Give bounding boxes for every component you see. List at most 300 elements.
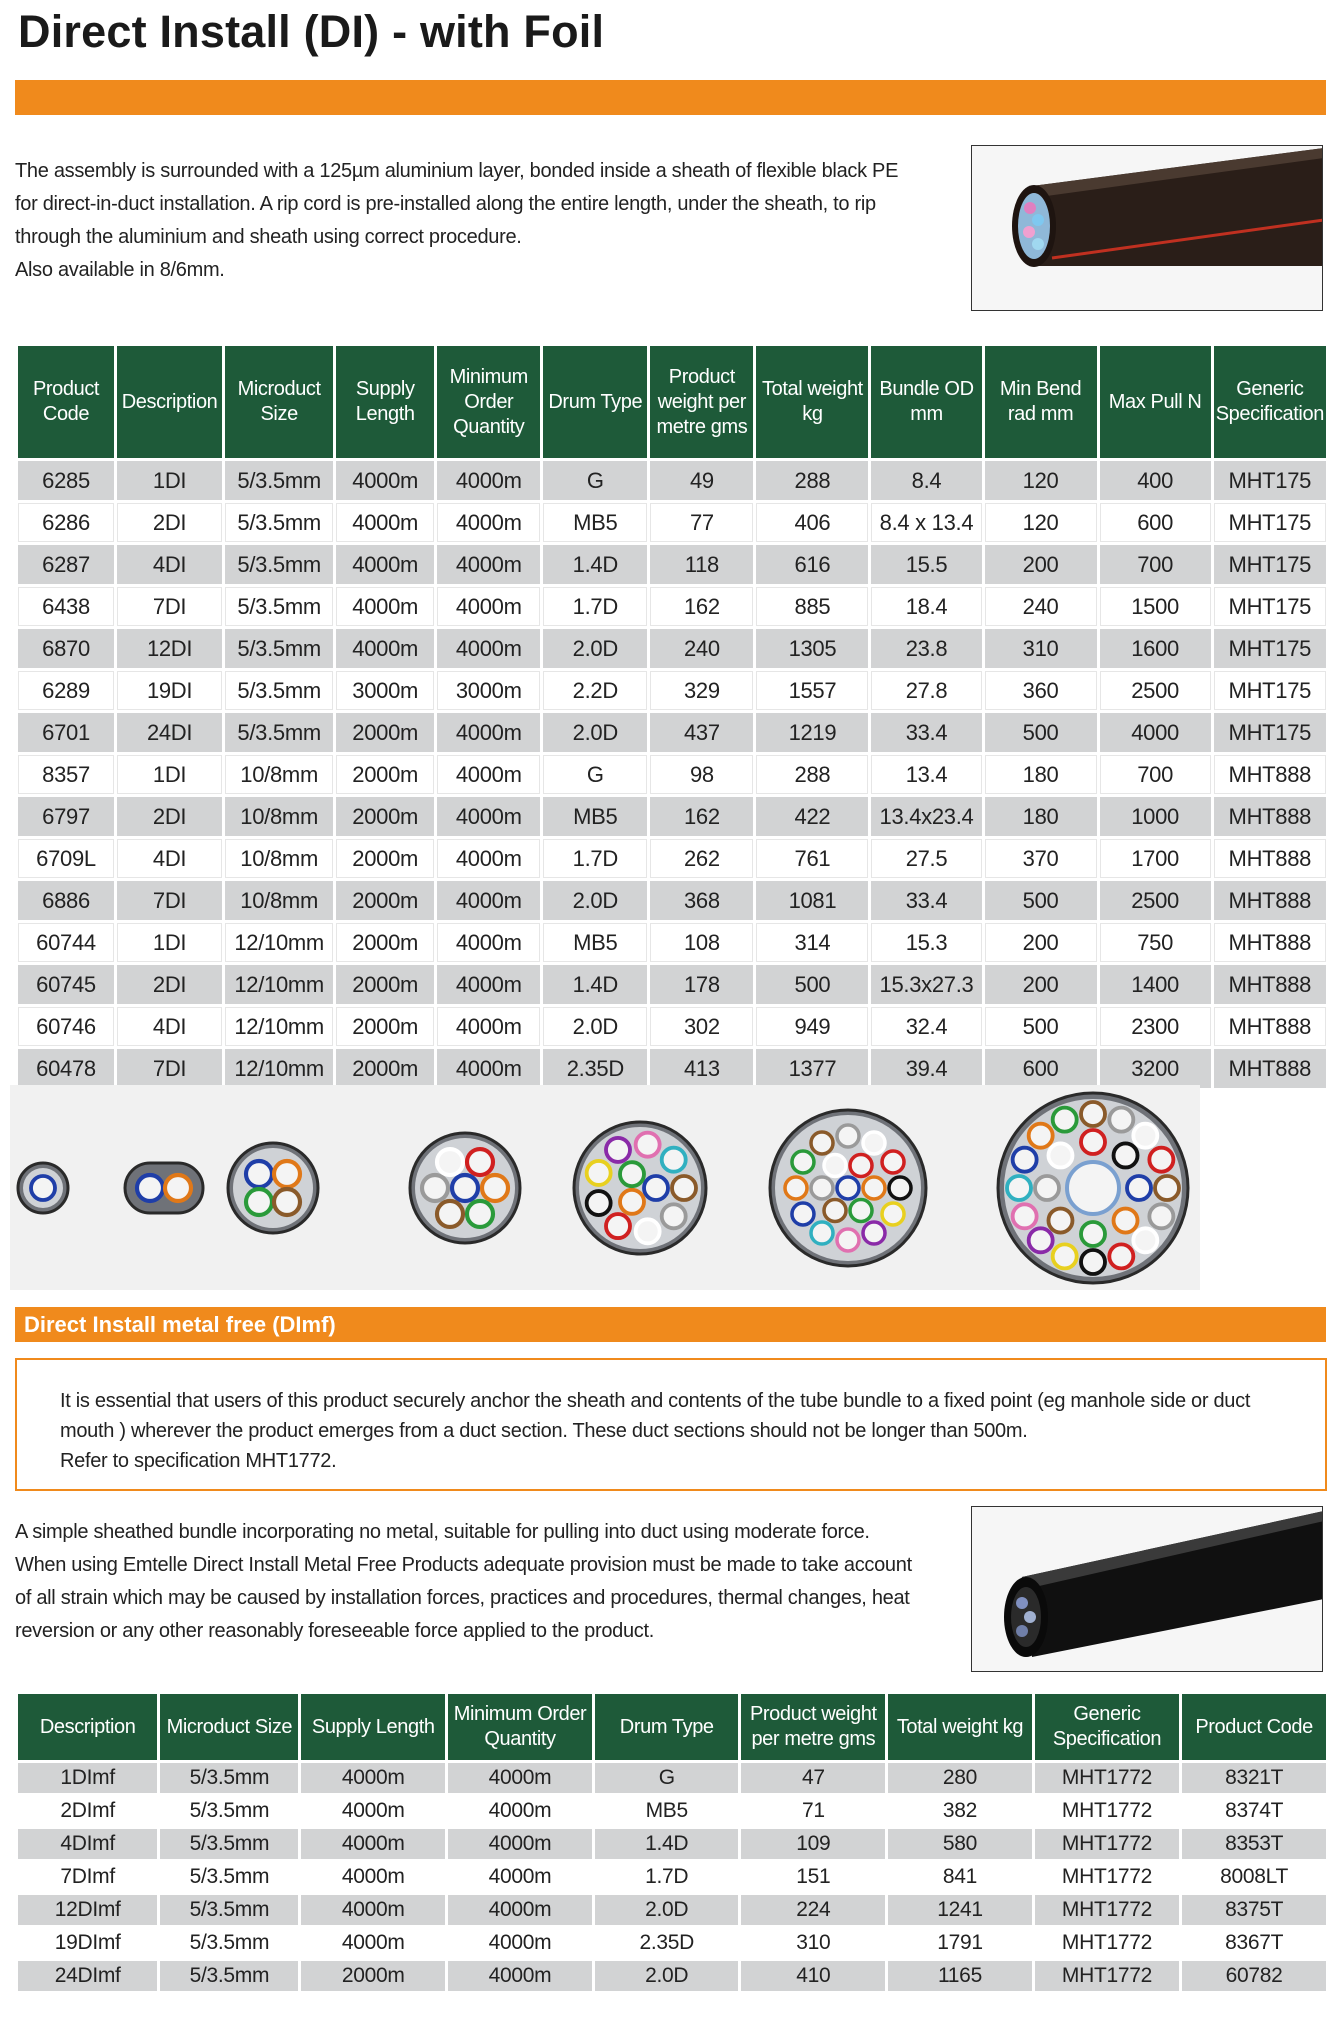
table-cell: 13.4 (871, 755, 981, 794)
table-cell: 1081 (756, 881, 868, 920)
table-cell: 4000m (448, 1763, 592, 1793)
table-cell: 329 (650, 671, 753, 710)
table-cell: 1.4D (543, 545, 647, 584)
col-generic-specification: Generic Specification (1214, 346, 1326, 458)
table-cell: 841 (888, 1862, 1032, 1892)
table-cell: 4000 (1100, 713, 1211, 752)
table-cell: 60746 (18, 1007, 114, 1046)
table-cell: 750 (1100, 923, 1211, 962)
table-cell: 314 (756, 923, 868, 962)
table-cell: 310 (985, 629, 1097, 668)
dimf-cable-photo (971, 1506, 1323, 1672)
table-cell: 5/3.5mm (225, 545, 333, 584)
table-cell: 2000m (336, 755, 434, 794)
table-cell: 4000m (437, 587, 540, 626)
table-cell: 5/3.5mm (160, 1763, 298, 1793)
table-cell: 200 (985, 923, 1097, 962)
table-cell: 60745 (18, 965, 114, 1004)
table-cell: 368 (650, 881, 753, 920)
table-cell: 23.8 (871, 629, 981, 668)
table-cell: 4000m (437, 755, 540, 794)
table-cell: 370 (985, 839, 1097, 878)
table-cell: 410 (741, 1961, 885, 1991)
table-cell: 4DI (117, 839, 222, 878)
table-row (18, 839, 1326, 878)
table-cell: 5/3.5mm (160, 1895, 298, 1925)
table-cell: 580 (888, 1829, 1032, 1859)
table-cell: 8.4 (871, 461, 981, 500)
table-cell: 5/3.5mm (160, 1928, 298, 1958)
table-cell: MHT175 (1214, 587, 1326, 626)
table-cell: 4000m (437, 965, 540, 1004)
table-row (18, 587, 1326, 626)
table-cell: 360 (985, 671, 1097, 710)
table-cell: 15.3 (871, 923, 981, 962)
table-row (18, 1796, 1326, 1826)
di-foil-product-table (15, 343, 1329, 1091)
notice-line: mouth ) wherever the product emerges from a duct section. These duct sections should not be longer than 500m. (60, 1420, 1028, 1442)
table-cell: 2.0D (543, 713, 647, 752)
table-cell: 4000m (336, 461, 434, 500)
table-cell: MHT888 (1214, 755, 1326, 794)
table-row (18, 965, 1326, 1004)
table-cell: 240 (985, 587, 1097, 626)
table-cell: 949 (756, 1007, 868, 1046)
table-cell: MHT888 (1214, 1049, 1326, 1088)
table-cell: 1000 (1100, 797, 1211, 836)
table-cell: MHT1772 (1035, 1796, 1179, 1826)
table-cell: MHT175 (1214, 503, 1326, 542)
table-cell: 2000m (336, 881, 434, 920)
table-cell: MHT1772 (1035, 1961, 1179, 1991)
table-row (18, 1895, 1326, 1925)
table-cell: MHT1772 (1035, 1829, 1179, 1859)
col-product-code: Product Code (1182, 1694, 1326, 1760)
col-generic-specification: Generic Specification (1035, 1694, 1179, 1760)
intro-line: The assembly is surrounded with a 125µm aluminium layer, bonded inside a sheath of flexible black PE (15, 160, 899, 182)
table-cell: 2.0D (543, 1007, 647, 1046)
table-cell: 10/8mm (225, 797, 333, 836)
col-product-weight: Product weight per metre gms (650, 346, 753, 458)
table-cell: 1600 (1100, 629, 1211, 668)
table-cell: 4000m (437, 881, 540, 920)
table-cell: 1557 (756, 671, 868, 710)
table-cell: 437 (650, 713, 753, 752)
table-cell: 15.3x27.3 (871, 965, 981, 1004)
table-cell: 1DI (117, 461, 222, 500)
table-cell: 4000m (437, 629, 540, 668)
table-cell: 6287 (18, 545, 114, 584)
col-supply-length: Supply Length (301, 1694, 445, 1760)
table-cell: 600 (1100, 503, 1211, 542)
col-minimum-order-quantity: Minimum Order Quantity (437, 346, 540, 458)
table-cell: 240 (650, 629, 753, 668)
table-cell: 4000m (448, 1796, 592, 1826)
table-cell: 3000m (437, 671, 540, 710)
table-cell: MHT888 (1214, 1007, 1326, 1046)
table-cell: 4000m (437, 839, 540, 878)
col-bundle-od: Bundle OD mm (871, 346, 981, 458)
table-cell: 2000m (336, 965, 434, 1004)
table-cell: G (543, 461, 647, 500)
col-total-weight: Total weight kg (756, 346, 868, 458)
table-row (18, 1007, 1326, 1046)
table-cell: 6709L (18, 839, 114, 878)
table-cell: 98 (650, 755, 753, 794)
table-cell: MHT888 (1214, 881, 1326, 920)
table-cell: 12/10mm (225, 1007, 333, 1046)
table-cell: 33.4 (871, 881, 981, 920)
table-row (18, 503, 1326, 542)
table-cell: 6870 (18, 629, 114, 668)
table-cell: 162 (650, 587, 753, 626)
table-row (18, 713, 1326, 752)
table-cell: 616 (756, 545, 868, 584)
table-cell: 4000m (437, 797, 540, 836)
table-cell: 4000m (301, 1796, 445, 1826)
table-cell: 2DI (117, 503, 222, 542)
notice-line: Refer to specification MHT1772. (60, 1450, 337, 1472)
table-cell: 2DImf (18, 1796, 157, 1826)
table-cell: MHT1772 (1035, 1862, 1179, 1892)
table-cell: 8.4 x 13.4 (871, 503, 981, 542)
table-cell: 2500 (1100, 671, 1211, 710)
table-cell: 5/3.5mm (225, 671, 333, 710)
table-cell: 24DImf (18, 1961, 157, 1991)
table-cell: 5/3.5mm (225, 503, 333, 542)
col-supply-length: Supply Length (336, 346, 434, 458)
col-max-pull: Max Pull N (1100, 346, 1211, 458)
table-cell: 4000m (448, 1862, 592, 1892)
table-cell: 1DI (117, 923, 222, 962)
table-cell: 280 (888, 1763, 1032, 1793)
table-cell: 1219 (756, 713, 868, 752)
table-cell: 885 (756, 587, 868, 626)
table-cell: 12/10mm (225, 923, 333, 962)
table-cell: 2000m (301, 1961, 445, 1991)
table-cell: 2.0D (543, 629, 647, 668)
intro-line: through the aluminium and sheath using correct procedure. (15, 226, 522, 248)
table-cell: 33.4 (871, 713, 981, 752)
intro-text (15, 155, 955, 287)
table-cell: 4000m (336, 503, 434, 542)
table-cell: 4000m (336, 587, 434, 626)
table-cell: 4000m (448, 1829, 592, 1859)
table-cell: 1241 (888, 1895, 1032, 1925)
table-cell: 1377 (756, 1049, 868, 1088)
table-cell: 5/3.5mm (225, 629, 333, 668)
table-cell: 1791 (888, 1928, 1032, 1958)
table-cell: 4000m (437, 503, 540, 542)
table-cell: 2DI (117, 797, 222, 836)
dimf-intro-line: A simple sheathed bundle incorporating no metal, suitable for pulling into duct using moderate force. (15, 1521, 870, 1543)
table-cell: 162 (650, 797, 753, 836)
table-row (18, 1049, 1326, 1088)
table-cell: 2500 (1100, 881, 1211, 920)
table-row (18, 1829, 1326, 1859)
table-cell: 10/8mm (225, 755, 333, 794)
table-cell: 71 (741, 1796, 885, 1826)
table-cell: 15.5 (871, 545, 981, 584)
table-cell: 5/3.5mm (225, 587, 333, 626)
table-cell: 180 (985, 797, 1097, 836)
di-cable-photo (971, 145, 1323, 311)
col-product-weight: Product weight per metre gms (741, 1694, 885, 1760)
col-description: Description (18, 1694, 157, 1760)
table-cell: MHT888 (1214, 923, 1326, 962)
table-cell: 310 (741, 1928, 885, 1958)
table-cell: 32.4 (871, 1007, 981, 1046)
di-foil-table-body (18, 461, 1326, 1088)
table-row (18, 629, 1326, 668)
table-cell: MHT1772 (1035, 1895, 1179, 1925)
table-cell: 120 (985, 461, 1097, 500)
warning-notice (15, 1358, 1327, 1491)
table-cell: 178 (650, 965, 753, 1004)
table-cell: 108 (650, 923, 753, 962)
table-cell: 1165 (888, 1961, 1032, 1991)
table-cell: 500 (756, 965, 868, 1004)
table-cell: 47 (741, 1763, 885, 1793)
table-cell: 600 (985, 1049, 1097, 1088)
table-cell: 6286 (18, 503, 114, 542)
table-cell: 4000m (448, 1961, 592, 1991)
table-cell: MHT888 (1214, 797, 1326, 836)
table-cell: 5/3.5mm (225, 461, 333, 500)
table-row (18, 1763, 1326, 1793)
title-divider-bar (15, 80, 1326, 115)
table-cell: G (543, 755, 647, 794)
table-cell: 24DI (117, 713, 222, 752)
table-cell: 302 (650, 1007, 753, 1046)
table-cell: 12DI (117, 629, 222, 668)
table-row (18, 1862, 1326, 1892)
dimf-intro-line: of all strain which may be caused by installation forces, practices and procedures, thermal changes, heat (15, 1587, 910, 1609)
table-cell: 6289 (18, 671, 114, 710)
table-cell: 7DImf (18, 1862, 157, 1892)
table-cell: 2.0D (595, 1961, 738, 1991)
table-cell: 12DImf (18, 1895, 157, 1925)
table-cell: 49 (650, 461, 753, 500)
table-cell: 118 (650, 545, 753, 584)
table-cell: MHT175 (1214, 545, 1326, 584)
table-cell: 8353T (1182, 1829, 1326, 1859)
table-cell: 1305 (756, 629, 868, 668)
table-header-row (18, 1694, 1326, 1760)
table-cell: 8367T (1182, 1928, 1326, 1958)
col-minimum-order-quantity: Minimum Order Quantity (448, 1694, 592, 1760)
table-header-row (18, 346, 1326, 458)
dimf-intro-text (15, 1516, 955, 1648)
table-row (18, 461, 1326, 500)
table-cell: 13.4x23.4 (871, 797, 981, 836)
table-cell: 7DI (117, 1049, 222, 1088)
table-cell: 288 (756, 461, 868, 500)
table-cell: 4000m (437, 1007, 540, 1046)
table-cell: 5/3.5mm (160, 1961, 298, 1991)
table-row (18, 671, 1326, 710)
table-cell: 2000m (336, 1007, 434, 1046)
table-cell: 2DI (117, 965, 222, 1004)
table-row (18, 881, 1326, 920)
table-cell: 6438 (18, 587, 114, 626)
table-cell: 4000m (437, 923, 540, 962)
table-cell: MHT175 (1214, 671, 1326, 710)
table-cell: 761 (756, 839, 868, 878)
table-cell: 1.7D (543, 587, 647, 626)
table-cell: 1500 (1100, 587, 1211, 626)
table-cell: 60478 (18, 1049, 114, 1088)
table-cell: 1400 (1100, 965, 1211, 1004)
table-cell: 288 (756, 755, 868, 794)
col-drum-type: Drum Type (595, 1694, 738, 1760)
table-cell: 6285 (18, 461, 114, 500)
table-cell: 200 (985, 545, 1097, 584)
table-cell: 180 (985, 755, 1097, 794)
table-cell: 3200 (1100, 1049, 1211, 1088)
col-total-weight: Total weight kg (888, 1694, 1032, 1760)
table-cell: 19DI (117, 671, 222, 710)
table-cell: 8374T (1182, 1796, 1326, 1826)
table-cell: 2300 (1100, 1007, 1211, 1046)
table-cell: 700 (1100, 755, 1211, 794)
table-cell: 12/10mm (225, 965, 333, 1004)
table-cell: 8357 (18, 755, 114, 794)
table-cell: 8375T (1182, 1895, 1326, 1925)
table-cell: 2.0D (543, 881, 647, 920)
table-cell: 382 (888, 1796, 1032, 1826)
table-cell: 2.2D (543, 671, 647, 710)
table-cell: G (595, 1763, 738, 1793)
table-cell: MHT1772 (1035, 1763, 1179, 1793)
table-cell: 8321T (1182, 1763, 1326, 1793)
table-cell: 1DI (117, 755, 222, 794)
table-cell: MHT888 (1214, 965, 1326, 1004)
dimf-intro-line: reversion or any other reasonably foreseeable force applied to the product. (15, 1620, 655, 1642)
table-cell: 120 (985, 503, 1097, 542)
table-row (18, 797, 1326, 836)
intro-line: for direct-in-duct installation. A rip cord is pre-installed along the entire length, under the sheath, to rip (15, 193, 876, 215)
table-cell: 2000m (336, 923, 434, 962)
table-cell: 109 (741, 1829, 885, 1859)
col-min-bend-rad: Min Bend rad mm (985, 346, 1097, 458)
table-cell: MHT175 (1214, 629, 1326, 668)
table-cell: 2.0D (595, 1895, 738, 1925)
table-cell: 4000m (336, 629, 434, 668)
col-microduct-size: Microduct Size (225, 346, 333, 458)
table-cell: 4DI (117, 545, 222, 584)
table-cell: MB5 (543, 923, 647, 962)
table-cell: MHT888 (1214, 839, 1326, 878)
table-row (18, 755, 1326, 794)
table-cell: 7DI (117, 587, 222, 626)
table-cell: 7DI (117, 881, 222, 920)
table-cell: 2000m (336, 713, 434, 752)
table-cell: 2.35D (543, 1049, 647, 1088)
table-cell: 200 (985, 965, 1097, 1004)
dimf-product-table (15, 1691, 1329, 1994)
table-cell: 262 (650, 839, 753, 878)
table-cell: 400 (1100, 461, 1211, 500)
table-cell: 12/10mm (225, 1049, 333, 1088)
table-cell: 10/8mm (225, 881, 333, 920)
table-cell: 1.4D (543, 965, 647, 1004)
table-cell: MB5 (543, 797, 647, 836)
col-drum-type: Drum Type (543, 346, 647, 458)
table-cell: 3000m (336, 671, 434, 710)
section-title-dimf: Direct Install metal free (DImf) (15, 1307, 1326, 1342)
table-cell: 5/3.5mm (160, 1862, 298, 1892)
table-cell: 700 (1100, 545, 1211, 584)
table-cell: 5/3.5mm (160, 1796, 298, 1826)
table-row (18, 545, 1326, 584)
table-cell: 4000m (448, 1895, 592, 1925)
table-cell: 4DImf (18, 1829, 157, 1859)
table-cell: MHT1772 (1035, 1928, 1179, 1958)
table-cell: 39.4 (871, 1049, 981, 1088)
table-row (18, 1928, 1326, 1958)
table-cell: 5/3.5mm (225, 713, 333, 752)
table-cell: 500 (985, 881, 1097, 920)
table-cell: 1.7D (543, 839, 647, 878)
table-cell: 27.5 (871, 839, 981, 878)
cross-section-svg (10, 1085, 1200, 1290)
table-cell: 4000m (437, 545, 540, 584)
table-cell: 19DImf (18, 1928, 157, 1958)
table-cell: MB5 (543, 503, 647, 542)
col-microduct-size: Microduct Size (160, 1694, 298, 1760)
table-cell: 60744 (18, 923, 114, 962)
dimf-intro-line: When using Emtelle Direct Install Metal Free Products adequate provision must be made to take account (15, 1554, 912, 1576)
table-cell: 4000m (301, 1895, 445, 1925)
notice-line: It is essential that users of this product securely anchor the sheath and contents of the tube bundle to a fixed point (eg manhole side or duct (60, 1390, 1251, 1412)
table-cell: 60782 (1182, 1961, 1326, 1991)
table-cell: 406 (756, 503, 868, 542)
table-cell: 4000m (437, 713, 540, 752)
table-cell: 27.8 (871, 671, 981, 710)
table-cell: 6886 (18, 881, 114, 920)
table-cell: MB5 (595, 1796, 738, 1826)
table-cell: 2000m (336, 839, 434, 878)
table-cell: 1.7D (595, 1862, 738, 1892)
table-row (18, 923, 1326, 962)
table-cell: 1700 (1100, 839, 1211, 878)
table-cell: MHT175 (1214, 461, 1326, 500)
page-title: Direct Install (DI) - with Foil (18, 6, 605, 57)
table-cell: 1.4D (595, 1829, 738, 1859)
table-cell: 4000m (301, 1763, 445, 1793)
table-cell: 2000m (336, 797, 434, 836)
table-cell: 2.35D (595, 1928, 738, 1958)
table-cell: 224 (741, 1895, 885, 1925)
table-cell: 6797 (18, 797, 114, 836)
col-product-code: Product Code (18, 346, 114, 458)
cross-section-diagrams (10, 1085, 1200, 1290)
table-cell: 4000m (437, 1049, 540, 1088)
table-cell: 4000m (437, 461, 540, 500)
table-cell: 10/8mm (225, 839, 333, 878)
dimf-cable-illustration (972, 1507, 1323, 1672)
table-cell: 4000m (336, 545, 434, 584)
table-cell: 8008LT (1182, 1862, 1326, 1892)
table-cell: 4000m (301, 1829, 445, 1859)
table-cell: MHT175 (1214, 713, 1326, 752)
table-cell: 500 (985, 1007, 1097, 1046)
table-cell: 413 (650, 1049, 753, 1088)
table-row (18, 1961, 1326, 1991)
table-cell: 422 (756, 797, 868, 836)
table-cell: 18.4 (871, 587, 981, 626)
